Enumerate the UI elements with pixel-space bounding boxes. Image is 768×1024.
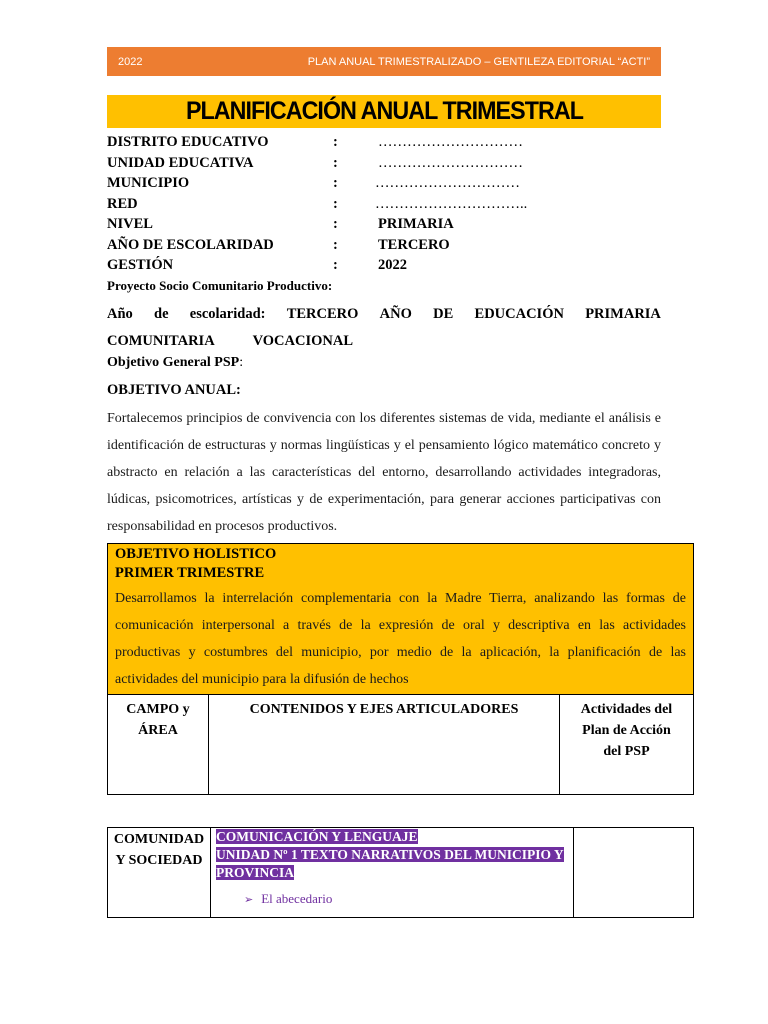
info-label: AÑO DE ESCOLARIDAD <box>107 236 274 253</box>
info-label: UNIDAD EDUCATIVA <box>107 154 254 171</box>
info-label: MUNICIPIO <box>107 175 190 191</box>
campo-text: COMUNIDAD Y SOCIEDAD <box>113 832 205 868</box>
header-campo <box>108 695 209 795</box>
info-row <box>107 214 661 235</box>
info-row <box>107 255 661 276</box>
objetivo-general <box>107 355 243 371</box>
info-value: ………………………… <box>378 154 523 171</box>
actividades-cell <box>574 828 694 918</box>
objetivo-general-label: Objetivo General PSP <box>107 355 240 370</box>
header-actividades-text: Actividades del Plan de Acción del PSP <box>580 702 673 759</box>
anio-word: EDUCACIÓN <box>474 306 564 322</box>
info-label: GESTIÓN <box>107 257 174 273</box>
table-row <box>108 695 694 795</box>
anio-word: COMUNITARIA <box>107 333 215 349</box>
anio-line-1 <box>107 301 661 328</box>
header-contenidos: CONTENIDOS Y EJES ARTICULADORES <box>209 695 560 795</box>
content-table <box>107 827 694 918</box>
document-title-bar <box>107 95 661 128</box>
header-campo-text: CAMPO y ÁREA <box>126 702 190 738</box>
contenidos-cell <box>211 828 574 918</box>
info-colon: : <box>333 154 338 171</box>
arrow-bullet-icon: ➢ <box>244 892 254 906</box>
list-item-text: El abecedario <box>261 891 333 906</box>
holistico-title: OBJETIVO HOLISTICO <box>115 546 277 562</box>
anio-word: VOCACIONAL <box>252 333 353 349</box>
info-block <box>107 132 661 276</box>
holistico-text: Desarrollamos la interrelación complementaria con la Madre Tierra, analizando las formas de comunicación interpersonal a través de la expresión de oral y descriptiva en las actividades productivas y costumbres del municipio, por medio de la aplicación, la planificación de las actividades del municipio para la difusión de hechos <box>115 591 686 687</box>
anio-word: DE <box>433 306 454 322</box>
anio-word: TERCERO <box>286 306 359 322</box>
header-actividades <box>560 695 694 795</box>
anio-word: AÑO <box>379 306 412 322</box>
campo-cell <box>108 828 211 918</box>
info-colon: : <box>333 195 338 212</box>
list-item <box>244 891 568 907</box>
info-row <box>107 132 661 153</box>
table-row <box>108 828 694 918</box>
info-row <box>107 194 661 215</box>
page-header <box>107 47 661 76</box>
anio-word: escolaridad: <box>189 306 266 322</box>
info-value: ………………………….. <box>375 195 528 212</box>
document-title: PLANIFICACIÓN ANUAL TRIMESTRAL <box>185 97 583 125</box>
unidad-title: UNIDAD Nº 1 TEXTO NARRATIVOS DEL MUNICIPIO Y PROVINCIA <box>216 847 564 880</box>
info-value: PRIMARIA <box>378 216 454 232</box>
info-colon: : <box>333 257 338 273</box>
header-year: 2022 <box>118 55 143 68</box>
info-row <box>107 173 661 194</box>
info-colon: : <box>333 236 338 253</box>
info-row <box>107 153 661 174</box>
info-label: RED <box>107 195 138 212</box>
info-value: TERCERO <box>378 236 450 253</box>
info-colon: : <box>333 216 338 232</box>
info-colon: : <box>333 175 338 191</box>
info-colon: : <box>333 134 338 150</box>
info-value: 2022 <box>378 257 407 273</box>
anio-word: PRIMARIA <box>585 306 661 322</box>
header-title: PLAN ANUAL TRIMESTRALIZADO – GENTILEZA EDITORIAL “ACTI” <box>307 55 650 68</box>
info-value: ………………………… <box>378 134 523 150</box>
info-label: NIVEL <box>107 216 153 232</box>
objetivo-anual-text: Fortalecemos principios de convivencia con los diferentes sistemas de vida, mediante el análisis e identificación de estructuras y normas lingüísticas y el pensamiento lógico matemático concreto y abstracto en relación a las características del entorno, desarrollando actividades integradoras, lúdicas, psicomotrices, artísticas y de experimentación, para generar acciones participativas con responsabilidad en procesos productivos. <box>107 411 661 534</box>
info-row <box>107 235 661 256</box>
anio-escolaridad <box>107 301 661 355</box>
objetivo-general-colon: : <box>239 355 244 370</box>
objetivo-holistico-box <box>107 543 694 695</box>
anio-line-2 <box>107 328 353 355</box>
anio-word: de <box>154 306 169 322</box>
objetivo-anual-label: OBJETIVO ANUAL: <box>107 382 241 398</box>
table-header <box>107 694 694 795</box>
info-label: DISTRITO EDUCATIVO <box>107 134 269 150</box>
holistico-subtitle: PRIMER TRIMESTRE <box>115 565 265 581</box>
anio-word: Año <box>107 306 133 322</box>
info-value: ………………………… <box>375 175 520 191</box>
psp-label: Proyecto Socio Comunitario Productivo: <box>107 278 333 293</box>
area-title: COMUNICACIÓN Y LENGUAJE <box>216 829 418 844</box>
